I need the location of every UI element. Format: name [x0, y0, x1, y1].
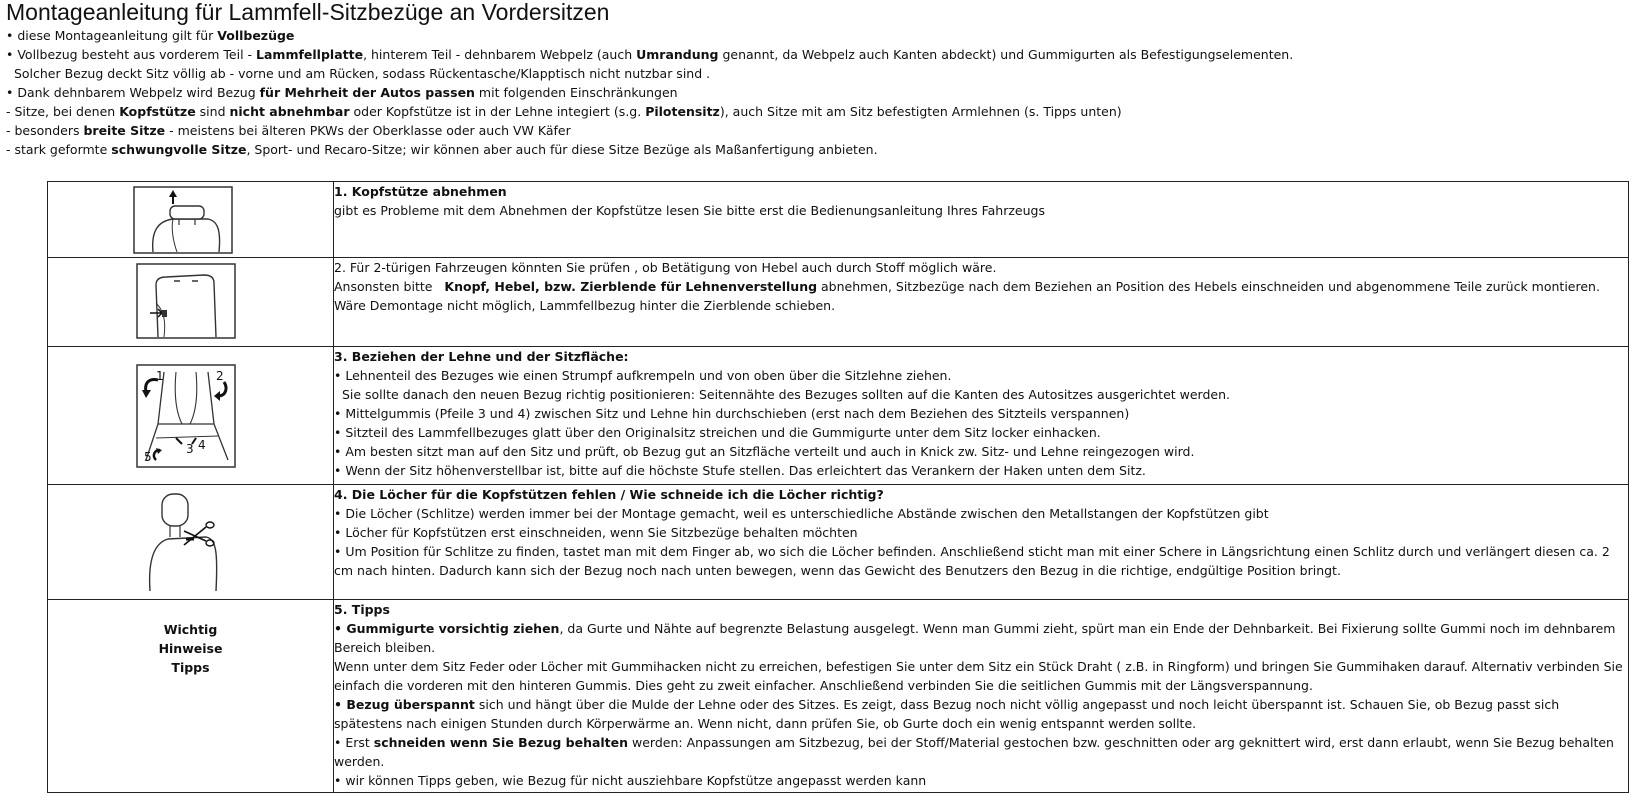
intro-line: • Vollbezug besteht aus vorderem Teil - Lammfellplatte, hinterem Teil - dehnbarem Webpelz (auch Umrandung genannt, da Webpelz auch Kanten abdeckt) und Gummigurten als Befestigungselementen.	[6, 47, 1294, 62]
step-row-4	[48, 485, 1629, 600]
notes-label-line-3: Tipps	[171, 660, 210, 675]
instruction-table	[47, 181, 1629, 793]
arrow-label-1: 1	[156, 369, 164, 383]
step-1-text-cell	[334, 182, 1629, 258]
step-row-5	[48, 600, 1629, 793]
seat-cover-arrows-icon	[136, 364, 236, 468]
arrow-label-3: 3	[186, 442, 194, 456]
seat-lever-icon	[136, 263, 236, 339]
step-1-title: 1. Kopfstütze abnehmen	[334, 184, 507, 199]
headrest-scissors-icon	[146, 491, 246, 593]
step-4-image-cell	[48, 485, 334, 600]
notes-label-line-1: Wichtig	[163, 622, 218, 637]
notes-label	[48, 620, 333, 677]
step-3-image-cell	[48, 347, 334, 485]
step-5-title: 5. Tipps	[334, 602, 390, 617]
step-3-text-line: • Sitzteil des Lammfellbezuges glatt über den Originalsitz streichen und die Gummigurte unter dem Sitz locker einhacken.	[334, 425, 1101, 440]
arrow-label-2: 2	[216, 369, 224, 383]
step-3-text-line: Sie sollte danach den neuen Bezug richtig positionieren: Seitennähte des Bezuges sollten auf die Kanten des Autositzes ausgerichtet werden.	[334, 387, 1230, 402]
step-4-title: 4. Die Löcher für die Kopfstützen fehlen / Wie schneide ich die Löcher richtig?	[334, 487, 884, 502]
step-5-text-cell	[334, 600, 1629, 793]
step-2-text-line-1: 2. Für 2-türigen Fahrzeugen könnten Sie prüfen , ob Betätigung von Hebel auch durch Stoff möglich wäre.	[334, 260, 997, 275]
step-4-text-cell	[334, 485, 1629, 600]
arrow-label-4: 4	[198, 438, 206, 452]
step-5-text-line: • Erst schneiden wenn Sie Bezug behalten werden: Anpassungen am Sitzbezug, bei der Stoff/Material gestochen bzw. geschnitten oder arg geknittert wird, erst dann erlaubt, wenn Sie Bezug behalten werden.	[334, 735, 1614, 769]
intro-line: Solcher Bezug deckt Sitz völlig ab - vorne und am Rücken, sodass Rückentasche/Klapptisch nicht nutzbar sind .	[6, 66, 711, 81]
step-row-1	[48, 182, 1629, 258]
step-1-text: gibt es Probleme mit dem Abnehmen der Kopfstütze lesen Sie bitte erst die Bedienungsanleitung Ihres Fahrzeugs	[334, 203, 1045, 218]
headrest-removal-icon	[133, 186, 233, 254]
intro-line: • Dank dehnbarem Webpelz wird Bezug für Mehrheit der Autos passen mit folgenden Einschränkungen	[6, 85, 678, 100]
step-3-text-line: • Mittelgummis (Pfeile 3 und 4) zwischen Sitz und Lehne hin durchschieben (erst nach dem Beziehen des Sitzteils verspannen)	[334, 406, 1130, 421]
step-1-image-cell	[48, 182, 334, 258]
page-title: Montageanleitung für Lammfell-Sitzbezüge an Vordersitzen	[6, 0, 610, 25]
step-3-title: 3. Beziehen der Lehne und der Sitzfläche:	[334, 349, 629, 364]
step-row-3	[48, 347, 1629, 485]
intro-line: • diese Montageanleitung gilt für Vollbezüge	[6, 28, 295, 43]
step-5-label-cell	[48, 600, 334, 793]
step-2-text-line-2: Ansonsten bitte Knopf, Hebel, bzw. Zierblende für Lehnenverstellung abnehmen, Sitzbezüge nach dem Beziehen an Position des Hebels einschneiden und abgenommene Teile zurück montieren. Wäre Demontage nicht möglich, Lammfellbezug hinter die Zierblende schieben.	[334, 279, 1600, 313]
step-row-2	[48, 258, 1629, 347]
step-4-text-line: • Um Position für Schlitze zu finden, tastet man mit dem Finger ab, wo sich die Löcher befinden. Anschließend sticht man mit einer Schere in Längsrichtung einen Schlitz durch und verlängert diesen ca. 2 cm nach hinten. Dadurch kann sich der Bezug noch nach unten bewegen, wenn das Gewicht des Benutzers den Bezug in die richtige, endgültige Position bringt.	[334, 544, 1610, 578]
intro-line: - besonders breite Sitze - meistens bei älteren PKWs der Oberklasse oder auch VW Käfer	[6, 123, 571, 138]
intro-line: - Sitze, bei denen Kopfstütze sind nicht abnehmbar oder Kopfstütze ist in der Lehne integiert (s.g. Pilotensitz), auch Sitze mit am Sitz befestigten Armlehnen (s. Tipps unten)	[6, 104, 1122, 119]
step-3-text-line: • Wenn der Sitz höhenverstellbar ist, bitte auf die höchste Stufe stellen. Das erleichtert das Verankern der Haken unten dem Sitz.	[334, 463, 1146, 478]
step-3-text-line: • Lehnenteil des Bezuges wie einen Strumpf aufkrempeln und von oben über die Sitzlehne ziehen.	[334, 368, 952, 383]
step-5-text-line: Wenn unter dem Sitz Feder oder Löcher mit Gummihacken nicht zu erreichen, befestigen Sie unter dem Sitz ein Stück Draht ( z.B. in Ringform) und bringen Sie Gummihaken darauf. Alternativ verbinden Sie einfach die vorderen mit den hinteren Gummis. Dies geht zu zweit einfacher. Anschließend verbinden Sie die seitlichen Gummis mit der Längsverspannung.	[334, 659, 1623, 693]
arrow-label-5: 5	[144, 450, 152, 464]
step-2-text-cell	[334, 258, 1629, 347]
step-4-text-line: • Die Löcher (Schlitze) werden immer bei der Montage gemacht, weil es unterschiedliche Abstände zwischen den Metallstangen der Kopfstützen gibt	[334, 506, 1269, 521]
step-3-text-cell	[334, 347, 1629, 485]
intro-text	[6, 26, 1626, 159]
step-4-text-line: • Löcher für Kopfstützen erst einschneiden, wenn Sie Sitzbezüge behalten möchten	[334, 525, 858, 540]
notes-label-line-2: Hinweise	[158, 641, 223, 656]
step-2-image-cell	[48, 258, 334, 347]
step-5-text-line: • Bezug überspannt sich und hängt über die Mulde der Lehne oder des Sitzes. Es zeigt, dass Bezug noch nicht völlig angepasst und noch leicht überspannt ist. Schauen Sie, ob Bezug passt sich spätestens nach einigen Stunden durch Körperwärme an. Wenn nicht, dann prüfen Sie, ob Gurte doch ein wenig entspannt werden sollte.	[334, 697, 1560, 731]
step-3-text-line: • Am besten sitzt man auf den Sitz und prüft, ob Bezug gut an Sitzfläche verteilt und auch in Knick zw. Sitz- und Lehne reingezogen wird.	[334, 444, 1195, 459]
step-5-text-line: • wir können Tipps geben, wie Bezug für nicht ausziehbare Kopfstütze angepasst werden kann	[334, 773, 927, 788]
step-5-text-line: • Gummigurte vorsichtig ziehen, da Gurte und Nähte auf begrenzte Belastung ausgelegt. Wenn man Gummi zieht, spürt man ein Ende der Dehnbarkeit. Bei Fixierung sollte Gummi noch im dehnbarem Bereich bleiben.	[334, 621, 1616, 655]
intro-line: - stark geformte schwungvolle Sitze, Sport- und Recaro-Sitze; wir können aber auch für diese Sitze Bezüge als Maßanfertigung anbieten.	[6, 142, 878, 157]
